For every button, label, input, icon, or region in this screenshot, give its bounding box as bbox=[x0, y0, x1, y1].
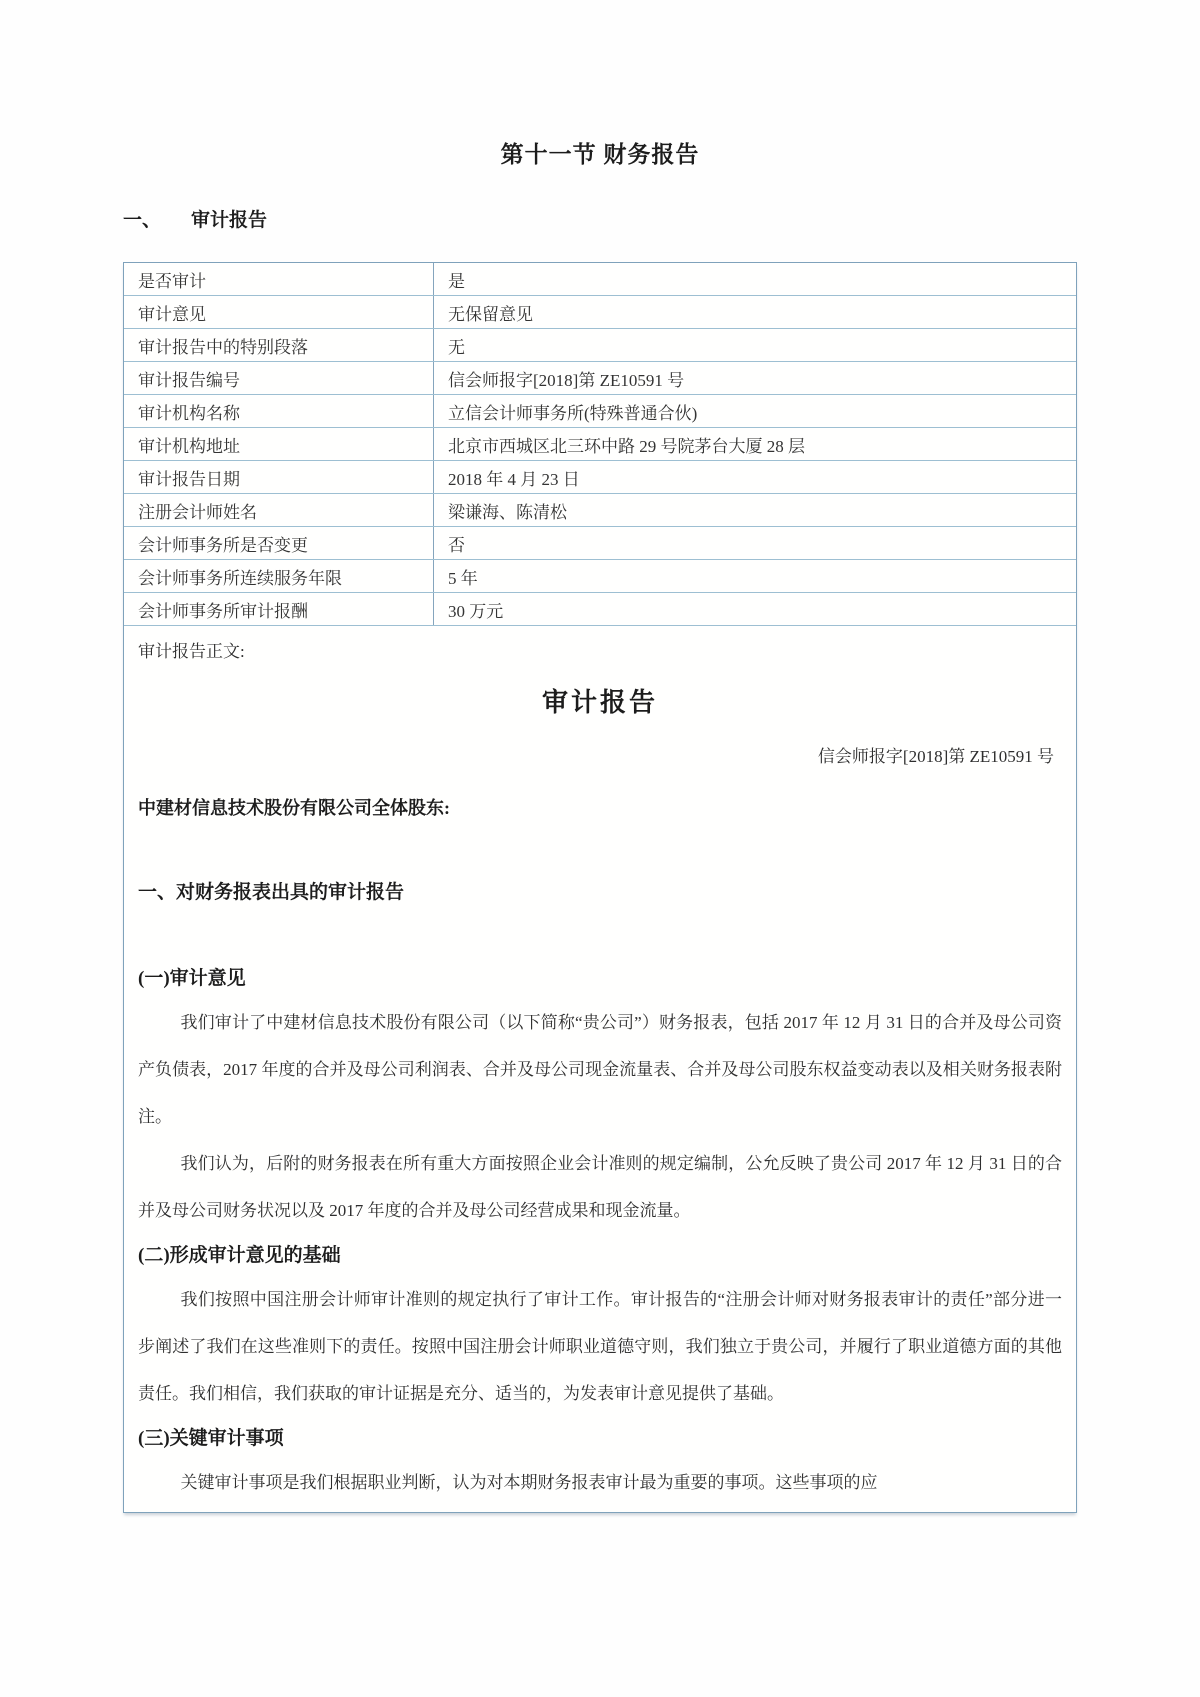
row-label: 审计意见 bbox=[124, 296, 434, 329]
row-label: 注册会计师姓名 bbox=[124, 494, 434, 527]
table-row bbox=[124, 494, 1076, 527]
row-label: 审计机构名称 bbox=[124, 395, 434, 428]
report-reference-number: 信会师报字[2018]第 ZE10591 号 bbox=[817, 747, 1054, 766]
row-value: 无保留意见 bbox=[434, 296, 1077, 329]
audit-opinion-paragraph-2: 我们认为，后附的财务报表在所有重大方面按照企业会计准则的规定编制，公允反映了贵公司 2017 年 12 月 31 日的合并及母公司财务状况以及 2017 年度的合并及母公司经营成果和现金流量。 bbox=[138, 1154, 1062, 1220]
table-row bbox=[124, 395, 1076, 428]
report-title: 审计报告 bbox=[541, 688, 658, 717]
table-row bbox=[124, 362, 1076, 395]
row-label: 是否审计 bbox=[124, 263, 434, 296]
table-row bbox=[124, 428, 1076, 461]
section-heading-audit-report bbox=[123, 208, 1077, 234]
table-row bbox=[124, 461, 1076, 494]
key-audit-matters-paragraph: 关键审计事项是我们根据职业判断，认为对本期财务报表审计最为重要的事项。这些事项的应 bbox=[180, 1473, 878, 1492]
report-addressee: 中建材信息技术股份有限公司全体股东: bbox=[138, 798, 450, 818]
section-number: 一、 bbox=[123, 210, 162, 231]
row-label: 审计报告日期 bbox=[124, 461, 434, 494]
row-value: 无 bbox=[434, 329, 1077, 362]
page-content bbox=[123, 140, 1077, 1513]
key-audit-matters-heading: (三)关键审计事项 bbox=[138, 1428, 284, 1449]
table-row bbox=[124, 593, 1076, 626]
row-label: 会计师事务所审计报酬 bbox=[124, 593, 434, 626]
table-row bbox=[124, 296, 1076, 329]
table-row bbox=[124, 329, 1076, 362]
audit-info-table bbox=[124, 263, 1076, 626]
audit-report-body-cell bbox=[124, 626, 1076, 1512]
report-body-label: 审计报告正文: bbox=[138, 642, 245, 661]
report-section1-heading: 一、对财务报表出具的审计报告 bbox=[138, 882, 405, 903]
row-value: 30 万元 bbox=[434, 593, 1077, 626]
row-value: 立信会计师事务所(特殊普通合伙) bbox=[434, 395, 1077, 428]
row-value: 北京市西城区北三环中路 29 号院茅台大厦 28 层 bbox=[434, 428, 1077, 461]
basis-for-opinion-heading: (二)形成审计意见的基础 bbox=[138, 1245, 341, 1266]
row-label: 审计报告中的特别段落 bbox=[124, 329, 434, 362]
page-title: 第十一节 财务报告 bbox=[500, 142, 700, 167]
row-label: 会计师事务所是否变更 bbox=[124, 527, 434, 560]
row-value: 是 bbox=[434, 263, 1077, 296]
audit-opinion-paragraph-1: 我们审计了中建材信息技术股份有限公司（以下简称“贵公司”）财务报表，包括 2017 年 12 月 31 日的合并及母公司资产负债表，2017 年度的合并及母公司利润表、合并及母公司现金流量表、合并及母公司股东权益变动表以及相关财务报表附注。 bbox=[138, 1013, 1062, 1126]
row-value: 5 年 bbox=[434, 560, 1077, 593]
table-row bbox=[124, 527, 1076, 560]
row-value: 梁谦海、陈清松 bbox=[434, 494, 1077, 527]
row-value: 否 bbox=[434, 527, 1077, 560]
audit-opinion-heading: (一)审计意见 bbox=[138, 968, 246, 989]
row-value: 2018 年 4 月 23 日 bbox=[434, 461, 1077, 494]
row-label: 审计报告编号 bbox=[124, 362, 434, 395]
table-row bbox=[124, 560, 1076, 593]
basis-for-opinion-paragraph: 我们按照中国注册会计师审计准则的规定执行了审计工作。审计报告的“注册会计师对财务报表审计的责任”部分进一步阐述了我们在这些准则下的责任。按照中国注册会计师职业道德守则，我们独立于贵公司，并履行了职业道德方面的其他责任。我们相信，我们获取的审计证据是充分、适当的，为发表审计意见提供了基础。 bbox=[138, 1290, 1062, 1403]
row-label: 审计机构地址 bbox=[124, 428, 434, 461]
row-label: 会计师事务所连续服务年限 bbox=[124, 560, 434, 593]
row-value: 信会师报字[2018]第 ZE10591 号 bbox=[434, 362, 1077, 395]
section-title: 审计报告 bbox=[191, 210, 268, 231]
table-row bbox=[124, 263, 1076, 296]
audit-report-block bbox=[123, 262, 1077, 1513]
